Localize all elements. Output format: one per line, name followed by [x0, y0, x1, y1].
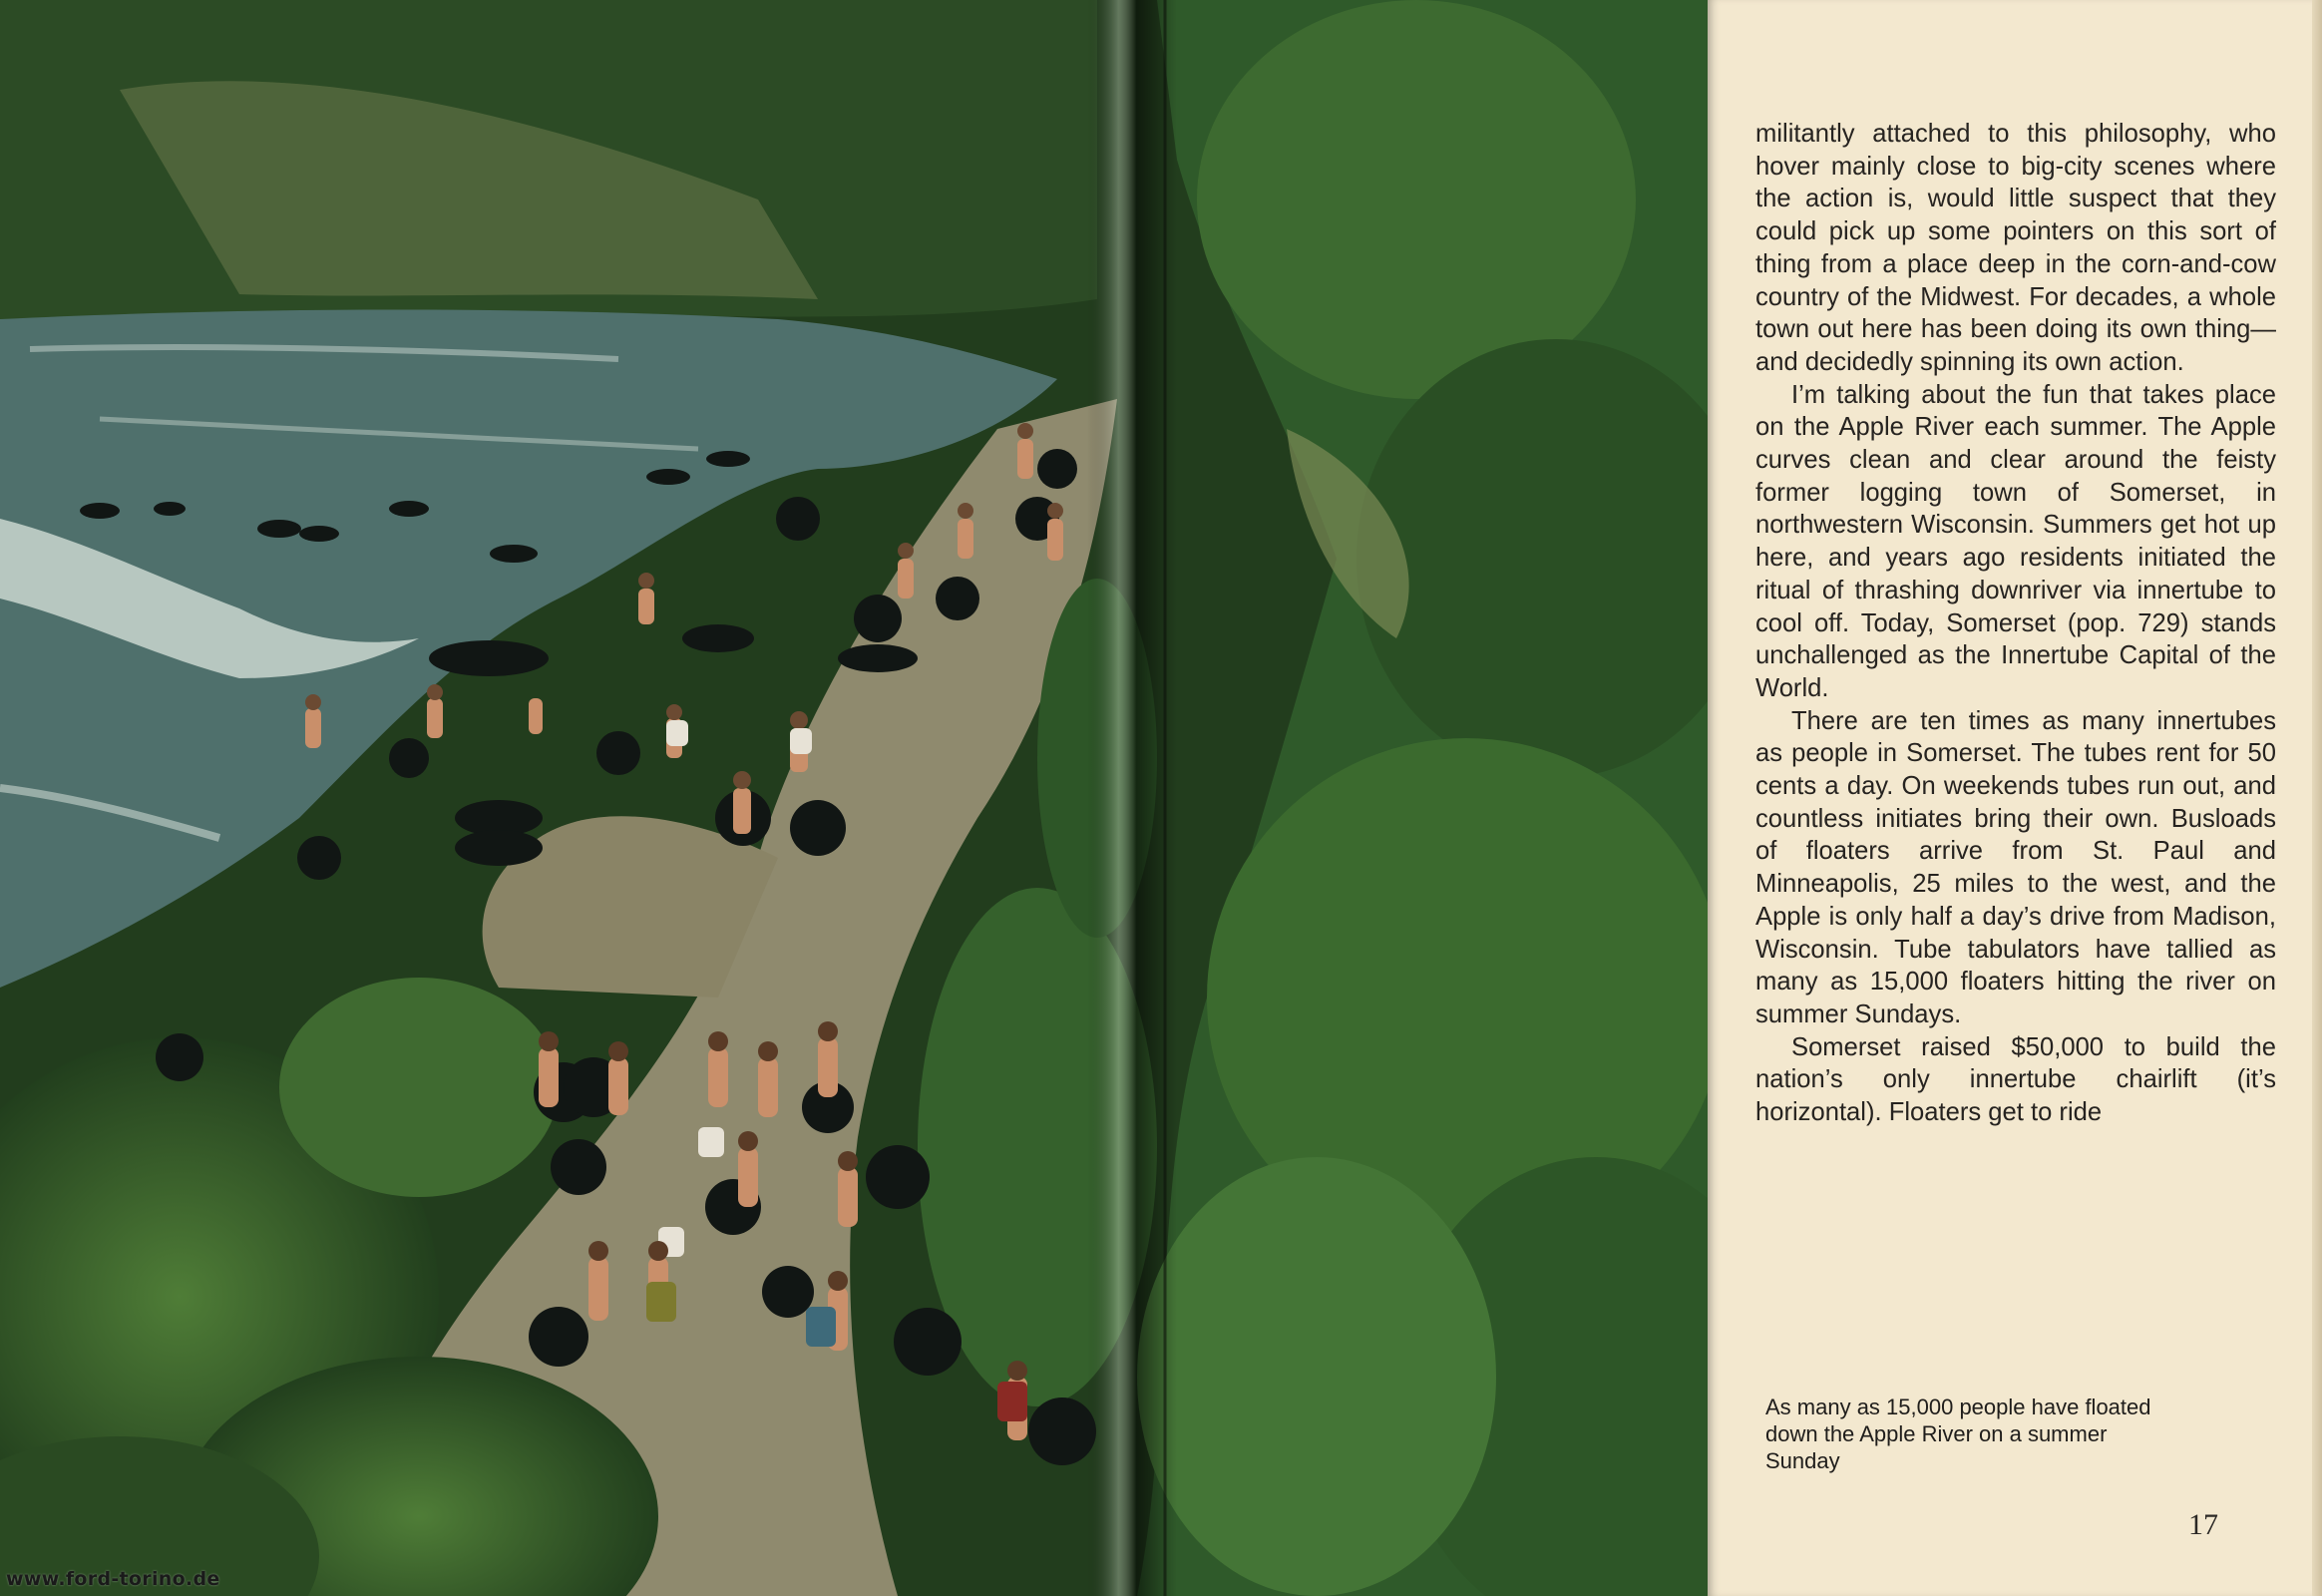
- article-paragraph: I’m talking about the fun that takes place on the Apple River each summer. The Apple curves clean and clear around the feisty former logging town of Somerset, in northwestern Wisconsin. Summers get hot up here, and years ago residents initiated the ritual of thrashing downriver via innertube to cool off. Today, Somerset (pop. 729) stands unchallenged as the Innertube Capital of the World.: [1755, 380, 2276, 702]
- article-paragraph: There are ten times as many innertubes as people in Somerset. The tubes rent for 50 cents a day. On weekends tubes run out, and countless initiates bring their own. Busloads of floaters arrive from St. Paul and Minneapolis, 25 miles to the west, and the Apple is only half a day’s drive from Madison, Wisconsin. Tube tabulators have tallied as many as 15,000 floaters hitting the river on summer Sundays.: [1755, 706, 2276, 1028]
- article-body: [1755, 118, 2276, 1129]
- page-number: 17: [2188, 1508, 2218, 1541]
- article-paragraph: Somerset raised $50,000 to build the nation’s only innertube chairlift (it’s horizontal). Floaters get to ride: [1755, 1032, 2276, 1127]
- article-paragraph: militantly attached to this philosophy, who hover mainly close to big-city scenes where the action is, would little suspect that they could pick up some pointers on this sort of thing from a place deep in the corn-and-cow country of the Midwest. For decades, a whole town out here has been doing its own thing—and decidedly spinning its own action.: [1755, 120, 2276, 376]
- photo-caption: As many as 15,000 people have floated down the Apple River on a summer Sunday: [1765, 1395, 2151, 1473]
- watermark: www.ford-torino.de: [6, 1568, 220, 1590]
- text-page: [1708, 0, 2322, 1596]
- page-edge: [2312, 0, 2322, 1596]
